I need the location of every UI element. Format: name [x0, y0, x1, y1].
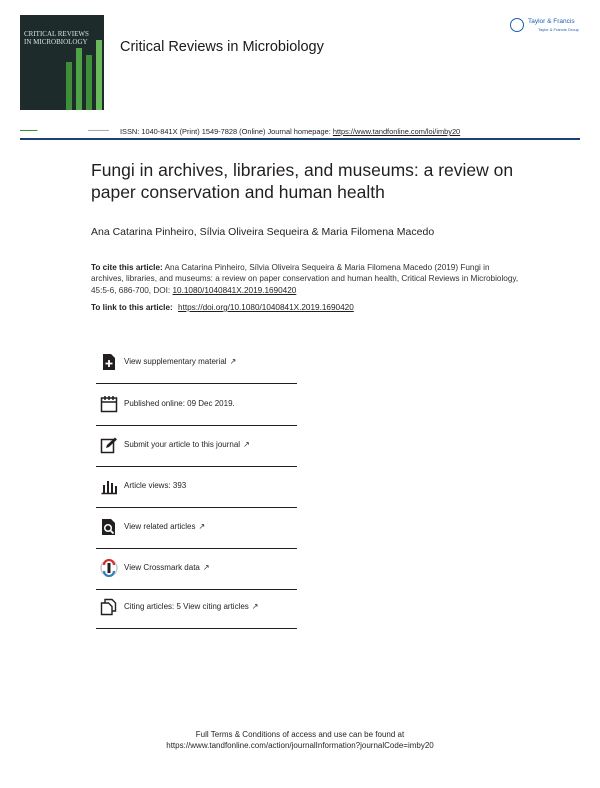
supplementary-material-label [124, 357, 236, 366]
external-link-icon: ↗ [202, 563, 210, 572]
citation-text: Ana Catarina Pinheiro, Sílvia Oliveira Sequeira & Maria Filomena Macedo (2019) Fungi in archives, libraries, and museums: a review on paper conservation and human health, Critical Reviews in Microbiology, 45:5-6, 686-700, DOI: [91, 263, 519, 295]
published-online-label: Published online: 09 Dec 2019. [124, 399, 235, 408]
row-label: Citing articles: 5 View citing articles [124, 602, 249, 611]
crossmark-label [124, 563, 210, 572]
row-label: View supplementary material [124, 357, 227, 366]
cover-stripe [66, 62, 72, 110]
edit-icon [100, 436, 118, 454]
footer-terms [0, 729, 600, 751]
citing-articles-icon [100, 598, 118, 616]
crossmark-row[interactable] [96, 548, 297, 590]
footer-terms-link[interactable]: https://www.tandfonline.com/action/journalInformation?journalCode=imby20 [166, 741, 434, 750]
supplementary-material-row[interactable] [96, 342, 297, 384]
cover-stripe [76, 48, 82, 110]
journal-homepage-link[interactable]: https://www.tandfonline.com/loi/imby20 [332, 127, 461, 136]
issn-text: ISSN: 1040-841X (Print) 1549-7828 (Online) Journal homepage: [120, 127, 331, 136]
publisher-tagline: Taylor & Francis Group [538, 27, 579, 32]
published-online-row [96, 384, 297, 426]
citing-articles-row[interactable] [96, 587, 297, 629]
cover-title [24, 30, 104, 46]
article-doi-url-link[interactable]: https://doi.org/10.1080/1040841X.2019.1690420 [178, 303, 354, 312]
citation-doi-link[interactable]: 10.1080/1040841X.2019.1690420 [172, 285, 297, 295]
article-views-row [96, 466, 297, 508]
publisher-logo [510, 17, 584, 37]
issn-line [120, 127, 460, 136]
journal-cover-image [20, 15, 104, 110]
bar-chart-icon [100, 477, 118, 495]
cover-stripe [96, 40, 102, 110]
citation-block [91, 262, 521, 296]
row-label: Submit your article to this journal [124, 440, 241, 449]
calendar-icon [100, 395, 118, 413]
row-label: View related articles [124, 522, 196, 531]
external-link-icon: ↗ [198, 522, 206, 531]
cover-stripe [86, 55, 92, 110]
article-authors: Ana Catarina Pinheiro, Sílvia Oliveira Sequeira & Maria Filomena Macedo [91, 226, 435, 238]
publisher-logo-icon [510, 18, 524, 32]
submit-article-label [124, 440, 250, 449]
citing-articles-label [124, 602, 259, 611]
article-link-block [91, 303, 354, 312]
crossmark-icon [100, 559, 118, 577]
related-articles-icon [100, 518, 118, 536]
submit-article-row[interactable] [96, 425, 297, 467]
external-link-icon: ↗ [243, 440, 250, 449]
journal-name: Critical Reviews in Microbiology [120, 39, 324, 55]
cover-title-line-2: IN MICROBIOLOGY [24, 38, 88, 46]
footer-line-1: Full Terms & Conditions of access and use can be found at [195, 730, 405, 739]
external-link-icon: ↗ [251, 602, 259, 611]
small-gray-label: ▬▬▬▬▬▬ [88, 128, 109, 132]
supplementary-material-icon [100, 353, 118, 371]
article-title: Fungi in archives, libraries, and museums: a review on paper conservation and human health [91, 160, 514, 202]
row-label: View Crossmark data [124, 563, 200, 572]
related-articles-row[interactable] [96, 507, 297, 549]
cover-title-line-1: CRITICAL REVIEWS [24, 30, 89, 38]
publisher-name: Taylor & Francis [528, 18, 575, 25]
article-link-label: To link to this article: [91, 303, 173, 312]
external-link-icon: ↗ [229, 357, 237, 366]
header-divider [20, 138, 580, 140]
citation-label: To cite this article: [91, 263, 163, 272]
article-views-label: Article views: 393 [124, 481, 187, 490]
small-green-label: ▬▬▬▬▬ [20, 128, 38, 132]
related-articles-label [124, 522, 205, 531]
